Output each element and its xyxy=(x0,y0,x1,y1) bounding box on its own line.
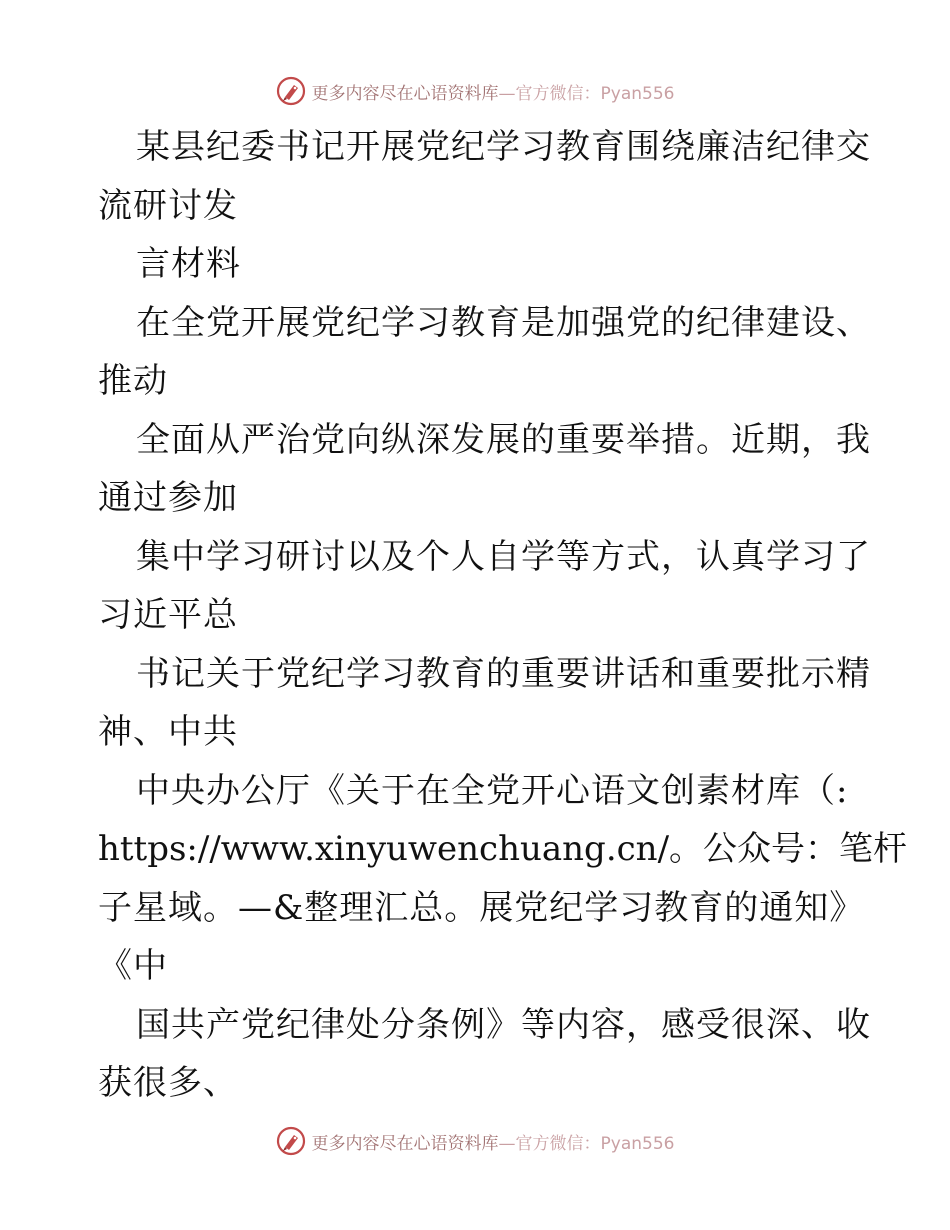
text-line: 全面从严治党向纵深发展的重要举措。近期，我 xyxy=(136,419,871,460)
text-line: 流研讨发 xyxy=(98,185,238,226)
header-watermark-text: 更多内容尽在心语资料库—官方微信：Pyan556 xyxy=(311,83,675,104)
text-line: 集中学习研讨以及个人自学等方式，认真学习了 xyxy=(136,536,871,577)
footer-watermark-text: 更多内容尽在心语资料库—官方微信：Pyan556 xyxy=(311,1133,675,1154)
header-watermark-banner xyxy=(0,71,950,111)
text-line: 书记关于党纪学习教育的重要讲话和重要批示精 xyxy=(136,653,871,694)
text-line: 获很多、 xyxy=(98,1063,238,1103)
text-line: 习近平总 xyxy=(98,595,238,635)
pen-nib-logo-icon xyxy=(276,1126,306,1156)
document-body xyxy=(98,118,908,1113)
text-line-url: https://www.xinyuwenchuang.cn/。公众号：笔杆 xyxy=(98,829,908,869)
text-line: 《中 xyxy=(98,946,168,986)
pen-nib-logo-icon xyxy=(276,76,306,106)
text-line: 通过参加 xyxy=(98,478,238,518)
text-line: 神、中共 xyxy=(98,712,238,752)
text-line: 在全党开展党纪学习教育是加强党的纪律建设、 xyxy=(136,302,871,343)
text-line: 中央办公厅《关于在全党开心语文创素材库（: xyxy=(136,770,849,811)
text-line: 子星域。—&整理汇总。展党纪学习教育的通知》 xyxy=(98,887,865,928)
text-line: 某县纪委书记开展党纪学习教育围绕廉洁纪律交 xyxy=(136,127,871,167)
text-line: 推动 xyxy=(98,361,168,401)
text-line: 言材料 xyxy=(136,244,241,284)
footer-watermark-banner xyxy=(0,1121,950,1161)
text-line: 国共产党纪律处分条例》等内容，感受很深、收 xyxy=(136,1004,871,1045)
